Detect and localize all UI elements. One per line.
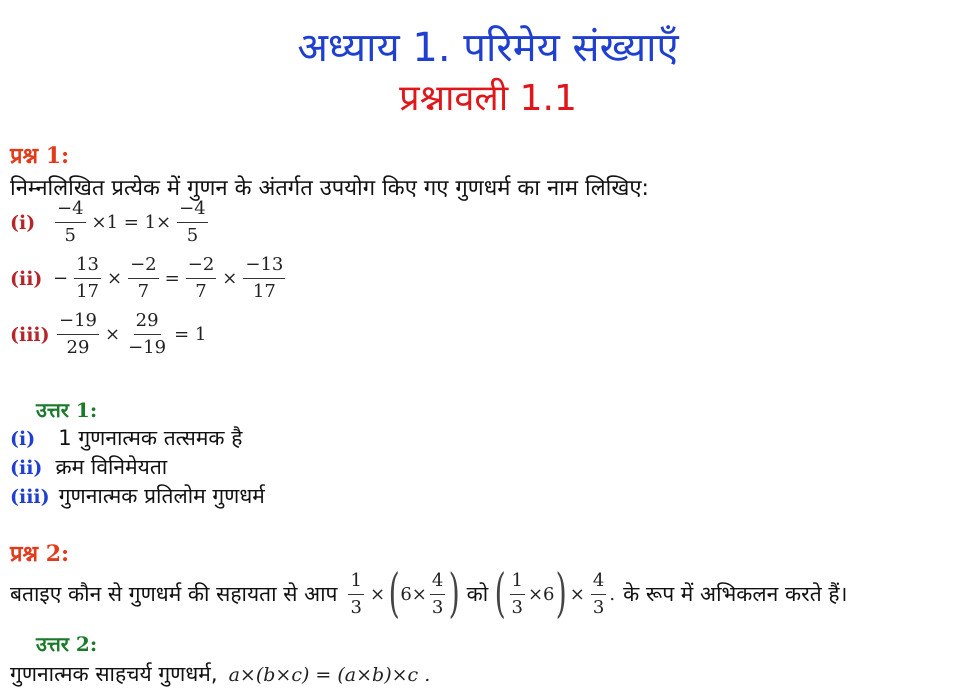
question-2-text: बताइए कौन से गुणधर्म की सहायता से आप $\frac{1}{3}$ × ( 6× $\frac{4}{3}$ ) को ( $\frac{1}{3}$ ×6 ) × $\frac{4}{3}$ . के रूप में अभिकलन करते हैं।: [10, 564, 848, 624]
question-2-heading: प्रश्न 2:: [10, 541, 70, 567]
answer-1-item: [10, 453, 167, 481]
fraction: $\frac{4}{3}$: [431, 569, 444, 618]
answer-text: क्रम विनिमेयता: [55, 455, 168, 479]
q1-part-ii-label: (ii): [10, 268, 43, 290]
fraction: $\frac{-19}{29}$: [59, 310, 97, 358]
q1-part-iii-label: (iii): [10, 324, 50, 346]
question-1-text: निम्नलिखित प्रत्येक में गुणन के अंतर्गत उपयोग किए गए गुणधर्म का नाम लिखिए:: [10, 176, 649, 201]
fraction: $\frac{1}{3}$: [511, 569, 523, 618]
answer-label: (ii): [10, 457, 43, 479]
exercise-title: प्रश्नावली 1.1: [399, 78, 577, 119]
q2-expression-1: $\frac{1}{3}$ × ( 6× $\frac{4}{3}$ ): [350, 564, 461, 624]
fraction: $\frac{-2}{7}$: [187, 254, 215, 302]
fraction: $\frac{-2}{7}$: [130, 254, 157, 302]
q1-part-i-label: (i): [10, 212, 36, 234]
answer-2-text: गुणनात्मक साहचर्य गुणधर्म, a×(b×c) = (a×b)×c .: [10, 662, 431, 686]
associative-formula: a×(b×c) = (a×b)×c .: [228, 664, 431, 686]
q1-part-i-expression: $\frac{-4}{5}$ ×1 = 1× $\frac{-4}{5}$: [57, 198, 206, 246]
question-1-heading: प्रश्न 1:: [10, 143, 70, 169]
q1-part-ii-expression: − $\frac{13}{17}$ × $\frac{-2}{7}$ = $\frac{-2}{7}$ × $\frac{-13}{17}$: [53, 254, 284, 302]
fraction: $\frac{1}{3}$: [350, 569, 362, 618]
q2-expression-2: ( $\frac{1}{3}$ ×6 ) × $\frac{4}{3}$ .: [494, 564, 616, 624]
fraction: $\frac{-4}{5}$: [179, 198, 206, 246]
answer-1-item: [10, 424, 242, 452]
fraction: $\frac{-4}{5}$: [57, 198, 84, 246]
chapter-title: अध्याय 1. परिमेय संख्याएँ: [297, 25, 679, 71]
answer-1-item: [10, 482, 265, 510]
answer-label: (i): [10, 428, 36, 450]
fraction: $\frac{4}{3}$: [592, 569, 605, 618]
fraction: $\frac{-13}{17}$: [245, 254, 284, 302]
answer-text: गुणनात्मक प्रतिलोम गुणधर्म: [58, 484, 265, 508]
fraction: $\frac{13}{17}$: [76, 254, 99, 302]
answer-text: 1 गुणनात्मक तत्समक है: [58, 426, 243, 450]
fraction: $\frac{29}{-19}$: [128, 310, 167, 358]
answer-2-heading: उत्तर 2:: [36, 632, 98, 656]
answer-label: (iii): [10, 486, 50, 508]
q1-part-iii-expression: $\frac{-19}{29}$ × $\frac{29}{-19}$ = 1: [59, 310, 207, 358]
answer-1-heading: उत्तर 1:: [36, 398, 98, 422]
